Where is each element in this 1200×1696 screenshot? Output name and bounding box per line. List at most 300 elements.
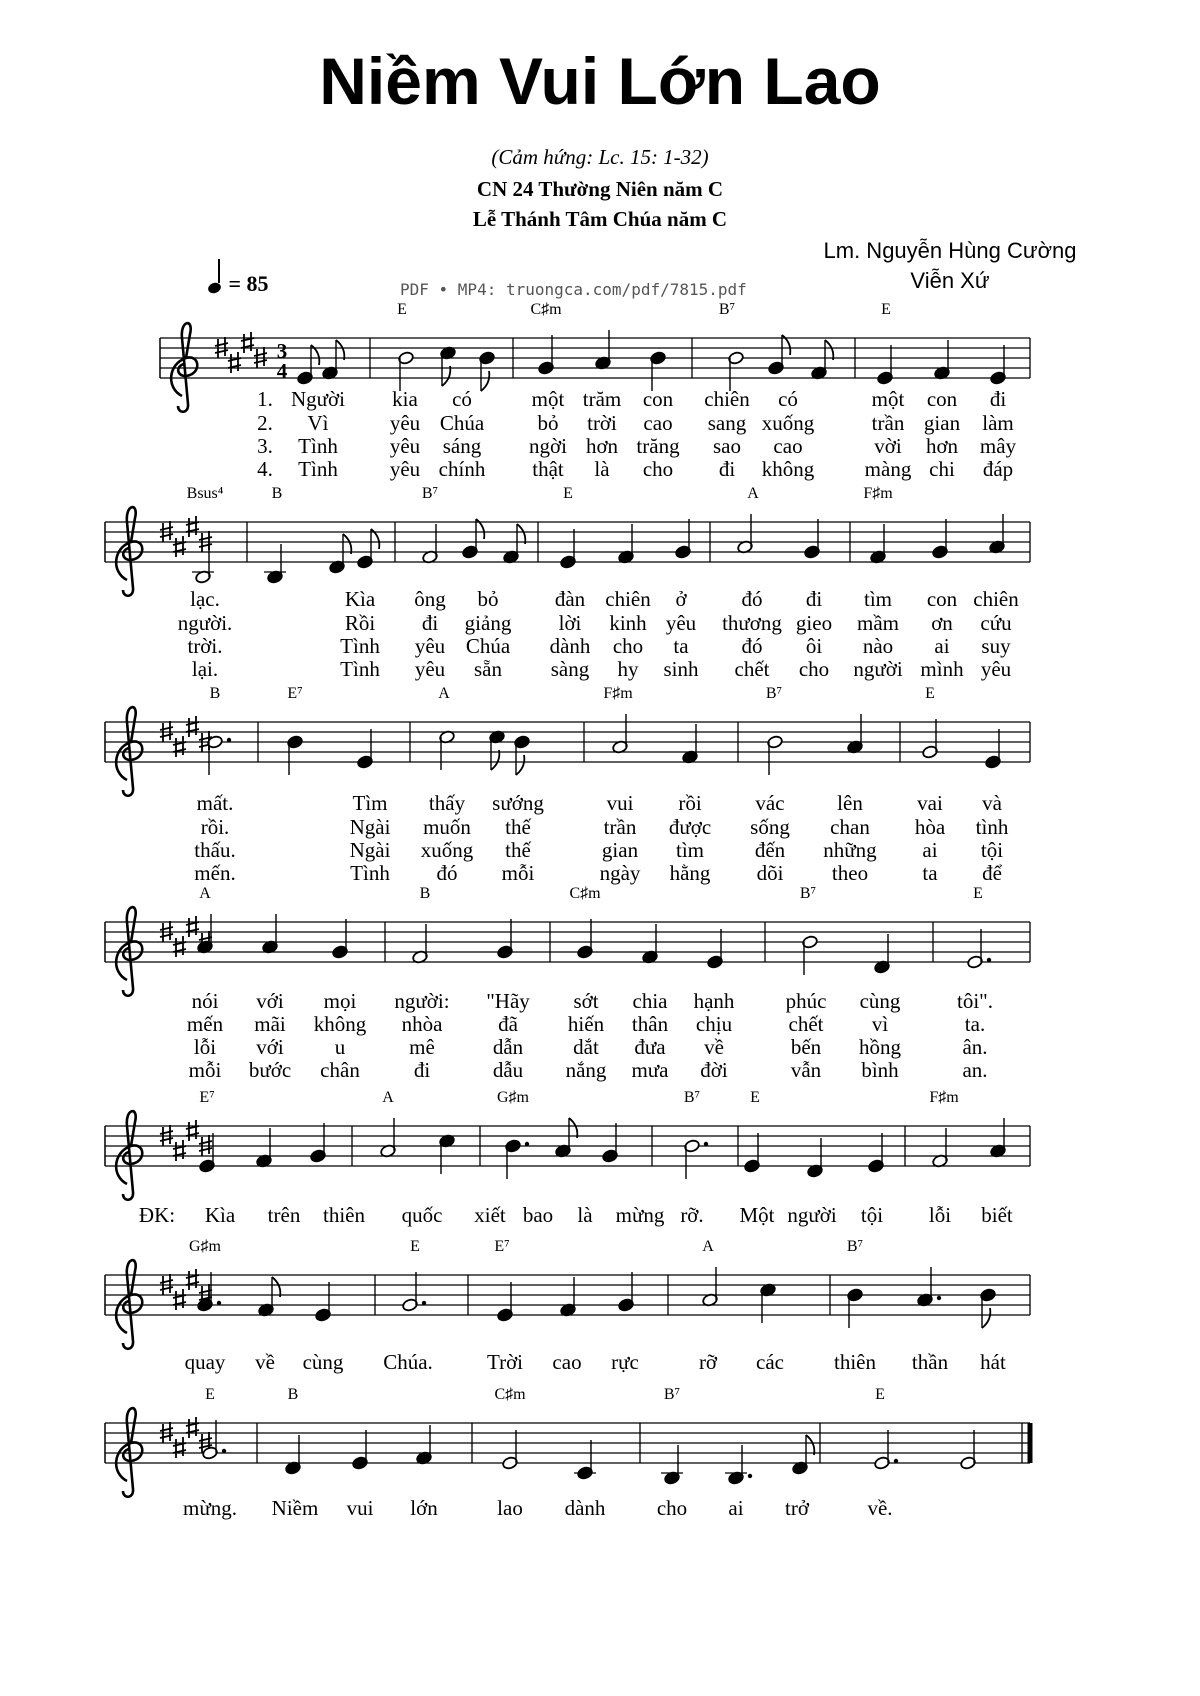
dot	[704, 1142, 708, 1146]
lyric-syllable: cao	[643, 411, 673, 435]
lyric-syllable: ơn	[931, 611, 953, 635]
lyric-syllable: người.	[177, 611, 233, 635]
time-signature-bottom: 4	[276, 359, 288, 383]
lyric-syllable: mây	[979, 434, 1017, 458]
lyric-syllable: làm	[982, 411, 1014, 435]
lyric-syllable: ai	[934, 634, 950, 658]
lyric-syllable: màng	[864, 457, 912, 481]
lyric-syllable: gian	[923, 411, 961, 435]
lyric-syllable: Vì	[307, 411, 329, 435]
chord-symbol: E	[973, 885, 983, 902]
dot	[422, 1301, 426, 1305]
lyric-syllable: ông	[414, 587, 446, 611]
tempo-value: = 85	[228, 271, 269, 296]
lyric-syllable: mê	[409, 1035, 435, 1059]
chord-symbol: E	[205, 1386, 215, 1403]
lyric-syllable: thiên	[834, 1350, 876, 1374]
lyric-syllable: bình	[861, 1058, 899, 1082]
lyric-syllable: hòa	[914, 815, 946, 839]
lyric-syllable: xiết	[474, 1203, 506, 1227]
lyric-syllable: thấu.	[194, 838, 236, 862]
chord-symbol: B	[209, 685, 221, 702]
lyric-syllable: tội	[980, 838, 1004, 862]
lyric-syllable: Tình	[298, 434, 338, 458]
sharp-icon	[173, 936, 186, 957]
lyric-syllable: đưa	[634, 1035, 666, 1059]
lyric-syllable: hy	[617, 657, 639, 681]
lyric-syllable: gian	[601, 838, 639, 862]
lyric-syllable: xuống	[761, 411, 815, 435]
lyric-syllable: hằng	[669, 861, 711, 885]
dot	[525, 1142, 529, 1146]
chord-symbol: A	[438, 685, 450, 702]
chord-symbol: B⁷	[663, 1386, 681, 1403]
lyric-syllable: ngời	[529, 434, 567, 458]
lyric-syllable: lớn	[410, 1496, 438, 1520]
staff-system	[105, 885, 1030, 1082]
lyric-syllable: ta.	[964, 1012, 986, 1036]
lyric-syllable: 3.	[257, 434, 273, 458]
lyric-syllable: tìm	[675, 838, 705, 862]
lyric-syllable: ta	[922, 861, 938, 885]
occasion-line-1: CN 24 Thường Niên năm C	[476, 177, 724, 201]
chord-symbol: A	[747, 485, 759, 502]
staff-system	[160, 301, 1030, 481]
lyric-syllable: Một	[739, 1203, 775, 1227]
lyric-syllable: thiên	[323, 1203, 365, 1227]
lyric-syllable: và	[982, 791, 1002, 815]
lyric-syllable: nắng	[565, 1058, 607, 1082]
lyric-syllable: hạnh	[693, 989, 735, 1013]
lyric-syllable: với	[256, 1035, 284, 1059]
note-flag	[982, 1308, 990, 1328]
lyric-syllable: bỏ	[537, 411, 559, 435]
lyric-syllable: mỗi	[188, 1058, 222, 1082]
chord-symbol: C♯m	[569, 885, 601, 902]
lyric-syllable: thân	[631, 1012, 669, 1036]
lyric-syllable: những	[823, 838, 877, 862]
lyric-syllable: chết	[734, 657, 770, 681]
lyric-syllable: chan	[830, 815, 870, 839]
chord-symbol: G♯m	[189, 1238, 221, 1255]
chord-symbol: E⁷	[494, 1238, 510, 1255]
lyric-syllable: dành	[549, 634, 591, 658]
lyric-syllable: bước	[248, 1058, 292, 1082]
lyric-syllable: thương	[722, 611, 782, 635]
lyric-syllable: lại.	[191, 657, 219, 681]
lyric-syllable: lời	[558, 611, 582, 635]
lyric-syllable: trần	[871, 411, 905, 435]
sharp-icon	[186, 916, 199, 937]
sharp-icon	[186, 1417, 199, 1438]
lyric-syllable: đến	[754, 838, 786, 862]
lyric-syllable: lạc.	[190, 587, 220, 611]
lyric-syllable: tội	[860, 1203, 884, 1227]
lyric-syllable: chi	[929, 457, 955, 481]
lyric-syllable: cho	[642, 457, 674, 481]
lyric-syllable: dẫu	[492, 1058, 524, 1082]
lyric-syllable: trời.	[187, 634, 223, 658]
lyric-syllable: Rồi	[344, 611, 376, 635]
chord-symbol: E⁷	[199, 1089, 215, 1106]
lyric-syllable: chiên	[973, 587, 1019, 611]
lyric-syllable: phúc	[785, 989, 827, 1013]
lyric-syllable: ở	[675, 587, 687, 611]
lyric-syllable: một	[871, 387, 905, 411]
lyric-syllable: lao	[497, 1496, 523, 1520]
lyric-syllable: nhòa	[401, 1012, 443, 1036]
composer-name: Lm. Nguyễn Hùng Cường	[823, 238, 1077, 263]
chord-symbol: E	[875, 1386, 885, 1403]
lyric-syllable: u	[334, 1035, 346, 1059]
sharp-icon	[173, 536, 186, 557]
lyric-syllable: đàn	[554, 587, 586, 611]
lyric-syllable: về.	[867, 1496, 893, 1520]
lyric-syllable: tìm	[863, 587, 893, 611]
chord-symbol: B⁷	[718, 301, 736, 318]
lyric-syllable: nói	[191, 989, 219, 1013]
sharp-icon	[173, 736, 186, 757]
lyric-syllable: ân.	[962, 1035, 988, 1059]
lyric-syllable: vẫn	[790, 1058, 822, 1082]
lyric-syllable: trăng	[636, 434, 680, 458]
note-flag	[517, 524, 525, 544]
lyric-syllable: Ngài	[349, 838, 391, 862]
lyric-syllable: Niềm	[271, 1496, 319, 1520]
lyric-syllable: tình	[975, 815, 1009, 839]
lyric-syllable: gieo	[795, 611, 833, 635]
lyric-syllable: ngày	[599, 861, 641, 885]
sharp-icon	[186, 1269, 199, 1290]
staff-system	[105, 685, 1030, 885]
sharp-icon	[173, 1140, 186, 1161]
lyric-syllable: cho	[612, 634, 644, 658]
lyric-syllable: Kìa	[344, 587, 376, 611]
song-title: Niềm Vui Lớn Lao	[319, 44, 881, 118]
lyric-syllable: cứu	[980, 611, 1012, 635]
chord-symbol: B⁷	[799, 885, 817, 902]
lyric-syllable: các	[756, 1350, 784, 1374]
lyric-syllable: người:	[394, 989, 450, 1013]
lyric-syllable: nào	[862, 634, 894, 658]
lyric-syllable: người	[853, 657, 903, 681]
lyric-syllable: kinh	[609, 611, 647, 635]
chord-symbol: E	[410, 1238, 420, 1255]
chord-symbol: B	[271, 485, 283, 502]
chord-symbol: E	[925, 685, 935, 702]
sharp-icon	[241, 332, 254, 353]
chord-symbol: F♯m	[863, 485, 893, 502]
lyric-syllable: biết	[981, 1203, 1013, 1227]
lyric-syllable: theo	[831, 861, 869, 885]
lyric-syllable: sáng	[442, 434, 482, 458]
lyric-syllable: đã	[498, 1012, 518, 1036]
lyric-syllable: lên	[837, 791, 863, 815]
lyric-syllable: vai	[917, 791, 943, 815]
lyric-syllable: thế	[505, 838, 531, 862]
occasion-line-2: Lễ Thánh Tâm Chúa năm C	[472, 207, 728, 231]
chord-symbol: Bsus⁴	[186, 485, 224, 502]
lyric-syllable: suy	[981, 634, 1011, 658]
lyric-syllable: rực	[611, 1350, 639, 1374]
sharp-icon	[173, 1289, 186, 1310]
chord-symbol: A	[702, 1238, 714, 1255]
lyric-syllable: mầm	[857, 611, 899, 635]
chord-symbol: B⁷	[846, 1238, 864, 1255]
lyric-syllable: vác	[755, 791, 785, 815]
lyric-syllable: 4.	[257, 457, 273, 481]
chord-symbol: A	[382, 1089, 394, 1106]
lyric-syllable: trần	[603, 815, 637, 839]
lyric-syllable: 1.	[257, 387, 273, 411]
lyric-syllable: yêu	[389, 457, 421, 481]
lyric-syllable: dẫn	[492, 1035, 524, 1059]
inspiration-line: (Cảm hứng: Lc. 15: 1-32)	[491, 145, 709, 169]
lyric-syllable: Kìa	[204, 1203, 236, 1227]
lyric-syllable: yêu	[980, 657, 1012, 681]
lyric-syllable: muốn	[423, 815, 471, 839]
lyric-syllable: yêu	[414, 657, 446, 681]
chord-symbol: E	[750, 1089, 760, 1106]
lyric-syllable: bến	[790, 1035, 822, 1059]
lyric-syllable: Tình	[350, 861, 390, 885]
lyric-syllable: thần	[911, 1350, 949, 1374]
lyric-syllable: hơn	[585, 434, 619, 458]
staff-system	[105, 1386, 1030, 1520]
chord-symbol: E	[397, 301, 407, 318]
lyric-syllable: mừng	[615, 1203, 665, 1227]
lyric-syllable: yêu	[665, 611, 697, 635]
lyric-syllable: có	[452, 387, 472, 411]
lyric-syllable: ta	[673, 634, 689, 658]
note-flag	[343, 534, 351, 554]
chord-symbol: E	[881, 301, 891, 318]
lyric-syllable: mình	[920, 657, 964, 681]
lyric-syllable: dành	[564, 1496, 606, 1520]
lyric-syllable: Tìm	[352, 791, 388, 815]
lyric-syllable: vì	[871, 1012, 889, 1036]
chord-symbol: B⁷	[421, 485, 439, 502]
lyric-syllable: tôi".	[957, 989, 993, 1013]
lyric-syllable: Trời	[486, 1350, 524, 1374]
chord-symbol: G♯m	[497, 1089, 529, 1106]
lyric-syllable: con	[642, 387, 674, 411]
lyric-syllable: không	[313, 1012, 367, 1036]
lyric-syllable: chết	[788, 1012, 824, 1036]
lyric-syllable: cao	[773, 434, 803, 458]
lyric-syllable: xuống	[420, 838, 474, 862]
lyric-syllable: bao	[522, 1203, 554, 1227]
lyric-syllable: đó	[436, 861, 458, 885]
lyric-syllable: sướng	[492, 791, 544, 815]
lyric-syllable: quốc	[401, 1203, 443, 1227]
lyric-syllable: cùng	[302, 1350, 344, 1374]
lyric-syllable: đi	[718, 457, 736, 481]
lyric-syllable: đáp	[982, 457, 1014, 481]
dot	[937, 1296, 941, 1300]
lyric-syllable: vui	[346, 1496, 374, 1520]
lyric-syllable: Chúa.	[383, 1350, 433, 1374]
lyric-syllable: hiến	[567, 1012, 605, 1036]
lyric-syllable: thế	[505, 815, 531, 839]
source-link-text: PDF • MP4: truongca.com/pdf/7815.pdf	[400, 280, 747, 299]
chord-symbol: C♯m	[494, 1386, 526, 1403]
lyric-syllable: ai	[922, 838, 938, 862]
lyric-syllable: lỗi	[928, 1203, 952, 1227]
lyric-syllable: đời	[700, 1058, 728, 1082]
lyric-syllable: chịu	[695, 1012, 733, 1036]
lyric-syllable: là	[594, 457, 610, 481]
lyric-syllable: dõi	[756, 861, 784, 885]
lyric-syllable: sớt	[573, 989, 599, 1013]
lyric-syllable: yêu	[414, 634, 446, 658]
lyric-syllable: rồi.	[200, 815, 230, 839]
lyric-syllable: chân	[320, 1058, 360, 1082]
lyric-syllable: Chúa	[439, 411, 485, 435]
dot	[748, 1474, 752, 1478]
sharp-icon	[186, 716, 199, 737]
lyric-syllable: mến.	[194, 861, 236, 885]
note-flag	[491, 750, 499, 770]
lyric-syllable: sẵn	[474, 657, 502, 681]
lyric-syllable: đó	[741, 634, 763, 658]
note-flag	[272, 1277, 280, 1297]
note-flag	[825, 340, 833, 360]
lyric-syllable: không	[761, 457, 815, 481]
chord-symbol: F♯m	[603, 685, 633, 702]
lyric-syllable: Người	[291, 387, 345, 411]
lyric-syllable: được	[668, 815, 712, 839]
lyric-syllable: chính	[438, 457, 486, 481]
lyric-syllable: đi	[421, 611, 439, 635]
lyric-syllable: thật	[532, 457, 564, 481]
dot	[987, 958, 991, 962]
lyric-syllable: thấy	[428, 791, 466, 815]
dot	[217, 1301, 221, 1305]
lyric-syllable: giảng	[464, 611, 512, 635]
lyric-syllable: an.	[962, 1058, 988, 1082]
lyric-syllable: ĐK:	[138, 1203, 176, 1227]
lyric-syllable: người	[787, 1203, 837, 1227]
note-flag	[516, 755, 524, 775]
chord-symbol: B⁷	[683, 1089, 701, 1106]
lyric-syllable: hồng	[859, 1035, 901, 1059]
lyric-syllable: mến	[186, 1012, 224, 1036]
lyric-syllable: Ngài	[349, 815, 391, 839]
lyric-syllable: bỏ	[477, 587, 499, 611]
lyric-syllable: Chúa	[465, 634, 511, 658]
lyric-syllable: đi	[805, 587, 823, 611]
lyric-syllable: để	[982, 861, 1002, 885]
lyric-syllable: chia	[632, 989, 668, 1013]
lyric-syllable: đi	[413, 1058, 431, 1082]
dot	[894, 1459, 898, 1463]
lyric-syllable: con	[926, 587, 958, 611]
lyric-syllable: Tình	[340, 657, 380, 681]
lyric-syllable: vời	[874, 434, 902, 458]
lyric-syllable: là	[577, 1203, 593, 1227]
lyric-syllable: sinh	[663, 657, 699, 681]
lyric-syllable: Tình	[298, 457, 338, 481]
sharp-icon	[186, 516, 199, 537]
lyric-syllable: rỡ	[698, 1350, 718, 1374]
lyric-syllable: mừng.	[183, 1496, 237, 1520]
chord-symbol: B	[287, 1386, 299, 1403]
lyric-syllable: cho	[656, 1496, 688, 1520]
lyric-syllable: chiên	[704, 387, 750, 411]
composer-place: Viễn Xứ	[910, 268, 990, 293]
lyric-syllable: hát	[980, 1350, 1006, 1374]
note-flag	[806, 1435, 814, 1455]
lyric-syllable: hơn	[925, 434, 959, 458]
lyric-syllable: con	[926, 387, 958, 411]
lyric-syllable: vui	[606, 791, 634, 815]
chord-symbol: B	[419, 885, 431, 902]
lyric-syllable: một	[531, 387, 565, 411]
lyric-syllable: cao	[552, 1350, 582, 1374]
sharp-icon	[173, 1437, 186, 1458]
lyric-syllable: 2.	[257, 411, 273, 435]
lyric-syllable: cho	[798, 657, 830, 681]
lyric-syllable: đó	[741, 587, 763, 611]
dot	[227, 738, 231, 742]
lyric-syllable: yêu	[389, 434, 421, 458]
chord-symbol: E	[563, 485, 573, 502]
staff-system	[105, 1089, 1030, 1227]
chord-symbol: B⁷	[765, 685, 783, 702]
lyric-syllable: sàng	[550, 657, 590, 681]
lyric-syllable: cùng	[859, 989, 901, 1013]
lyric-syllable: Tình	[340, 634, 380, 658]
staff-system	[105, 1238, 1030, 1374]
lyric-syllable: kia	[392, 387, 418, 411]
note-flag	[336, 340, 344, 360]
note-flag	[481, 371, 489, 391]
lyric-syllable: trời	[587, 411, 617, 435]
lyric-syllable: với	[256, 989, 284, 1013]
lyric-syllable: trăm	[582, 387, 622, 411]
lyric-syllable: sao	[713, 434, 741, 458]
lyric-syllable: ai	[728, 1496, 744, 1520]
chord-symbol: C♯m	[530, 301, 562, 318]
lyric-syllable: về	[704, 1035, 724, 1059]
lyric-syllable: đi	[989, 387, 1007, 411]
lyric-syllable: mọi	[323, 989, 357, 1013]
lyric-syllable: mãi	[254, 1012, 286, 1036]
lyric-syllable: rỡ.	[680, 1203, 704, 1227]
lyric-syllable: yêu	[389, 411, 421, 435]
chord-symbol: F♯m	[929, 1089, 959, 1106]
lyric-syllable: ôi	[805, 634, 823, 658]
sharp-icon	[186, 1120, 199, 1141]
lyric-syllable: lỗi	[193, 1035, 217, 1059]
lyric-syllable: mất.	[196, 791, 234, 815]
lyric-syllable: có	[778, 387, 798, 411]
lyric-syllable: chiên	[605, 587, 651, 611]
lyric-syllable: dắt	[573, 1035, 599, 1059]
lyric-syllable: "Hãy	[486, 989, 530, 1013]
lyric-syllable: mưa	[631, 1058, 669, 1082]
dot	[222, 1449, 226, 1453]
time-signature-top: 3	[276, 339, 288, 363]
note-flag	[569, 1118, 577, 1138]
chord-symbol: A	[199, 885, 211, 902]
lyric-syllable: sang	[707, 411, 747, 435]
lyric-syllable: trên	[267, 1203, 301, 1227]
chord-symbol: E⁷	[287, 685, 303, 702]
lyric-syllable: quay	[184, 1350, 226, 1374]
note-flag	[442, 366, 450, 386]
